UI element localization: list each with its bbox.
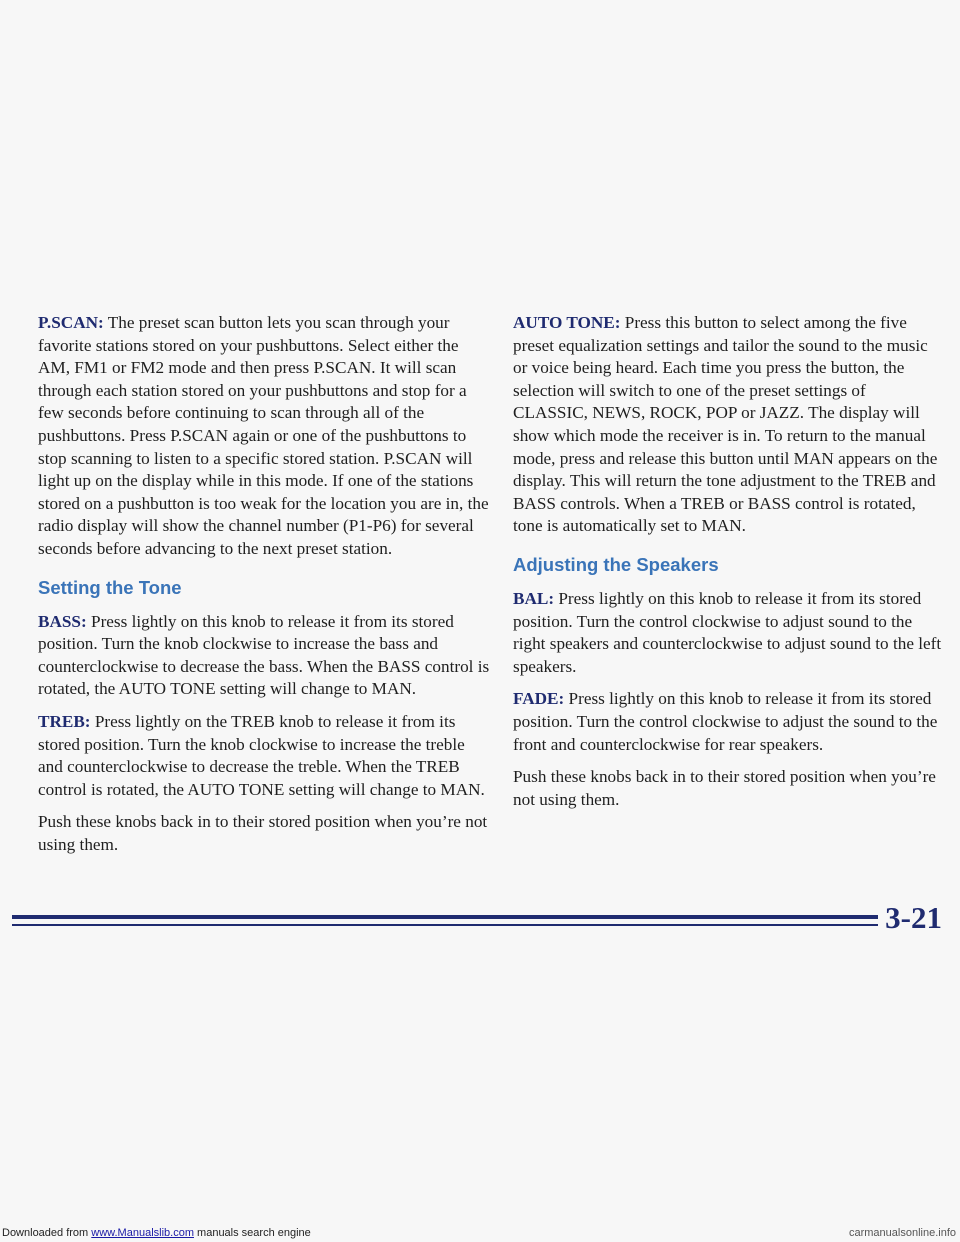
download-footer bbox=[0, 1224, 960, 1242]
fade-text: Press lightly on this knob to release it from its stored position. Turn the control clockwise to adjust the sound to the front and counterclockwise for rear speakers. bbox=[513, 689, 938, 754]
adjusting-the-speakers-heading: Adjusting the Speakers bbox=[513, 553, 719, 575]
treb-paragraph bbox=[38, 711, 490, 801]
bal-text: Press lightly on this knob to release it from its stored position. Turn the control clockwise to adjust sound to the right speakers and counterclockwise to adjust sound to the left speakers. bbox=[513, 588, 942, 676]
setting-the-tone-heading: Setting the Tone bbox=[38, 576, 182, 598]
bass-text: Press lightly on this knob to release it from its stored position. Turn the knob clockwise to increase the bass and counterclockwise to decrease the bass. When the BASS control is rotated, the AUTO TONE setting will change to MAN. bbox=[38, 611, 490, 699]
treb-term: TREB: bbox=[38, 711, 91, 731]
watermark-text: carmanualsonline.info bbox=[848, 1227, 956, 1239]
page-number: 3-21 bbox=[885, 900, 942, 935]
auto-tone-term: AUTO TONE: bbox=[513, 313, 621, 332]
bass-paragraph bbox=[38, 611, 490, 701]
auto-tone-text: Press this button to select among the five preset equalization settings and tailor the sound to the music or voice being heard. Each time you press the button, the selection will switch to one of the preset settings of CLASSIC, NEWS, ROCK, POP or JAZZ. The display will show which mode the receiver is in. To return to the manual mode, press and release this button until MAN appears on the display. This will return the tone adjustment to the TREB and BASS controls. When a TREB or BASS control is rotated, tone is automatically set to MAN. bbox=[513, 313, 938, 536]
bal-paragraph bbox=[513, 588, 943, 678]
right-column bbox=[513, 312, 943, 821]
pscan-paragraph bbox=[38, 312, 490, 561]
auto-tone-paragraph bbox=[513, 312, 943, 538]
pscan-term: P.SCAN: bbox=[38, 313, 104, 332]
bal-term: BAL: bbox=[513, 588, 555, 608]
download-notice bbox=[2, 1224, 311, 1242]
treb-text: Press lightly on the TREB knob to release it from its stored position. Turn the knob clockwise to increase the treble and counterclockwise to decrease the treble. When the TREB control is rotated, the AUTO TONE setting will change to MAN. bbox=[38, 711, 485, 799]
pscan-text: The preset scan button lets you scan through your favorite stations stored on your pushbuttons. Select either the AM, FM1 or FM2 mode and then press P.SCAN. It will scan through each station stored on your pushbuttons and stop for a few seconds before continuing to scan through all of the pushbuttons. Press P.SCAN again or one of the pushbuttons to stop scanning to listen to a specific stored station. P.SCAN will light up on the display while in this mode. If one of the stations stored on a pushbutton is too weak for the location you are in, the radio display will show the channel number (P1-P6) for several seconds before advancing to the next preset station. bbox=[38, 313, 489, 558]
bass-term: BASS: bbox=[38, 611, 87, 631]
fade-term: FADE: bbox=[513, 689, 565, 709]
fade-paragraph bbox=[513, 688, 943, 756]
push-back-paragraph-right: Push these knobs back in to their stored position when you’re not using them. bbox=[513, 767, 936, 809]
download-prefix: Downloaded from bbox=[2, 1227, 92, 1239]
thin-rule-line bbox=[12, 924, 878, 926]
left-column bbox=[38, 312, 490, 866]
download-suffix: manuals search engine bbox=[193, 1227, 311, 1239]
push-back-paragraph-left: Push these knobs back in to their stored position when you’re not using them. bbox=[38, 812, 488, 854]
page-footer-rule bbox=[0, 898, 960, 958]
manualslib-link[interactable]: www.Manualslib.com bbox=[91, 1227, 194, 1239]
thick-rule-line bbox=[12, 915, 878, 919]
